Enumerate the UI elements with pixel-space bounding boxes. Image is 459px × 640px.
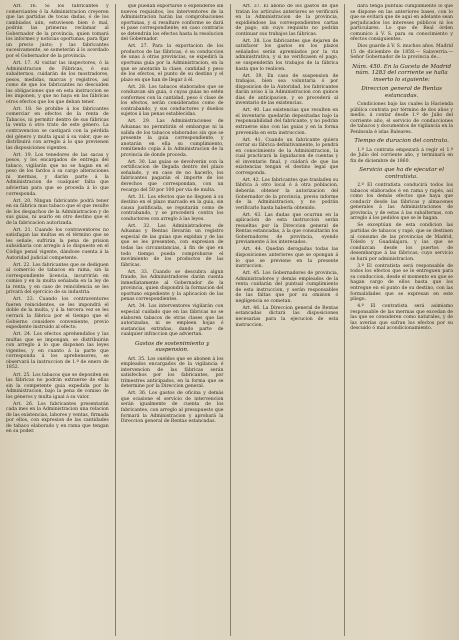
article-paragraph: Condiciones bajo las cuales la Hacienda pública contrata por término de dos años y medio, á contar desde 1.º de Julio del corriente año, el servicio de conducciones de tabacos y documentos de vigilancia en la Península é islas Baleares. — [350, 102, 453, 135]
article-paragraph: Art. 23. Cuando los contraventores fueren reincidentes, se les impondrá el doble de la multa, y á la tercera vez se les cerrará la fábrica por el tiempo que el Gobierno considere conveniente, previo expediente instruido al efecto. — [6, 297, 109, 331]
article-paragraph: Art. 31. Los efectos que no lleguen á su destino en el plazo marcado en la guia, sin causa justificada, se reputarán como de contrabando, y se procederá contra los conductores con arreglo á las leyes. — [120, 194, 224, 222]
article-paragraph: Art. 20. Ningun fabricante podrá tener en su fábrica mas tabaco que el que resulte de los despachos de la Administracion y de sus guias, ni usarlo en otro destino que el de la fabricacion autorizada. — [6, 198, 109, 226]
article-paragraph: que puedan exportarse ó expenderse sin nuevos requisitos, los interventores de la Administracion harán las comprobaciones oportunas, y si resultare conforme se dará el pase correspondiente; en caso contrario se detendrán los efectos hasta la resolucion del Gobernador. — [120, 4, 224, 43]
article-paragraph: Art. 30. Las guias se devolverán con la certificacion de llegada dentro del plazo señalado, y en caso de no hacerlo, los fabricantes pagarán el importe de los derechos que correspondan, con un recargo del 50 por 100 por via de multa. — [120, 159, 224, 193]
article-paragraph: Art. 16. Si los fabricantes y comerciantes ó la Administracion creyeren que las partidas de tocas dadas, ó de los cambiados aún, estuviesen bien ó mal, podrán las primeras reclamar al Gobernador de la provincia, quien tomará los informes y noticias oportunas, para fijar un precio justo; y las fabricantes sucesivamente, se someterán á lo acordado por el Gobernador de la provincia. — [6, 4, 109, 59]
section-heading: Servicio que ha de ejecutar el contratista. — [359, 167, 444, 180]
article-paragraph: Dios guarde á V. S. muchos años. Madrid 15 de diciembre de 1858.— Salaverría.— Señor Gobernador de la provincia de... — [350, 44, 453, 61]
article-paragraph: 2.º El contratista conducirá todos los tabacos elaborados é en rama y rapés, así como los demás efectos que haya que conducir desde las fábricas y almacenes generales á las Administraciones de provincia, y de estas á las subalternas, con arreglo á los pedidos que se le hagan. — [350, 183, 453, 222]
article-paragraph: Art. 38. Los fabricantes que dejaren de satisfacer los gastos en los plazos señalados serán apremiados por la via administrativa, y si no verificasen el pago, se suspenderán los trabajos de la fábrica hasta que lo realicen. — [235, 38, 339, 72]
article-paragraph: Art. 36. Los gastos de oficina y demás que ocasione el servicio de intervencion serán igualmente de cuenta de los fabricantes, con arreglo al presupuesto que formará la Administracion y aprobará la Direccion general de Rentas estancadas. — [120, 391, 224, 425]
article-paragraph: Art. 24. Los efectos aprehendidos y las multas que se impongan, se distribuirán con arreglo á lo que disponen las leyes vigentes, y en cuanto á la parte que corresponda á los aprehensores, se observará la instruccion de 1.º de enero de 1852. — [6, 332, 109, 371]
article-paragraph: 1.º La contrata empezará á regir el 1.º de Julio del corriente año, y terminará en fin de diciembre de 1860. — [350, 147, 453, 164]
section-heading: Núm. 450. En la Gaceta de Madrid núm. 1283 del corriente se halla inserto lo siguiente: — [352, 63, 452, 83]
article-paragraph: Art. 43. Las dudas que ocurran en la aplicacion de esta instruccion serán resueltas por la Direccion general de Rentas estancadas, á la que consultarán los Gobernadores de provincia, oyendo previamente á los interesados. — [235, 212, 339, 246]
column-4 — [344, 4, 453, 636]
article-paragraph: Art. 28. Los tabacos elaborados que se conduzcan sin guia, ó cuyas guias no estén conformes con la cantidad, peso ó clase de los efectos, serán considerados como de contrabando, y sus conductores y dueños sujetos á las penas establecidas. — [120, 84, 224, 118]
article-paragraph: Art. 18. Se prohibe á los fabricantes comerciar en efectos de la renta de Tabacos, ni permitir dentro de sus fábricas la venta ú otro trato de este género. La contravencion se castigará con la pérdida del género y multa igual á su valor, que se distribuirá con arreglo á lo que previenen las disposiciones vigentes. — [6, 106, 109, 151]
article-paragraph: Art. 34. Los interventores vigilarán con especial cuidado que en las fábricas no se elaboren tabacos de otras clases que las autorizadas, ni se empleen hojas ó sustancias extrañas, dando parte de cualquier infraccion que adviertan. — [120, 304, 224, 338]
article-paragraph: Art. 42. Los fabricantes que trasladen su fábrica á otro local ó á otra poblacion, deberán obtener la autorizacion del Gobernador de la provincia, previo informe de la Administracion, y no podrán verificarlo hasta haberla obtenido. — [235, 177, 339, 211]
article-paragraph: Art. 33. Cuando se descubra algun fraude, los Administradores darán cuenta inmediatamente al Gobernador de la provincia, quien dispondrá la formacion del oportuno expediente y la aplicacion de las penas correspondientes. — [120, 269, 224, 303]
article-paragraph: Art. 32. Los Administradores de Aduanas y Rentas llevarán un registro especial de las guias que expidan y de las que se les presenten, con expresion de todas las circunstancias, á fin de que en todo tiempo pueda comprobarse el movimiento de los productos de las fábricas. — [120, 223, 224, 268]
article-paragraph: Art. 29. Las Administraciones de Aduanas no permitirán el embarque ni la salida de los tabacos elaborados sin que se presente la guia correspondiente, y anotarán en ella su cumplimiento, remitiendo copia á la Administracion de la provincia de donde proceda. — [120, 119, 224, 158]
column-2 — [115, 4, 224, 636]
column-3 — [230, 4, 339, 636]
column-1 — [6, 4, 109, 636]
article-paragraph: dará tenga puntual cumplimiento lo que se dispone en las anteriores bases, con lo que se evitará que de aquí en adelante sean perjudicados los intereses públicos ni los particulares. Lo que de Real órden comunico á V. S. para su conocimiento y efectos consiguientes. — [350, 4, 453, 43]
article-paragraph: Art. 39. En caso de suspension de trabajos, bien sea voluntaria ó por disposicion de la Autoridad, los fabricantes darán aviso á la Administracion con quince dias de anticipacion, y se procederá al inventario de las existencias. — [235, 73, 339, 107]
article-paragraph: Art. 27. Para la exportacion de los productos de las fábricas, ó su conduccion de unas á otras provincias, se expedirá la oportuna guia por la Administracion, en la que se anotarán la clase, cantidad y peso de los efectos, el punto de su destino y el plazo en que han de llegar á él. — [120, 44, 224, 83]
article-paragraph: Art. 37. El abono de los gastos de que tratan los artículos anteriores se verificará en la Administracion de la provincia, expidiéndose las correspondientes cartas de pago, sin cuyo requisito no podrán continuar sus trabajos las fábricas. — [235, 4, 339, 37]
article-paragraph: Art. 35. Los sueldos que se abonen á los empleados encargados de la vigilancia é intervencion de las fábricas serán satisfechos por los fabricantes, por trimestres anticipados, en la forma que se determine por la Direccion general. — [120, 356, 224, 390]
text-columns — [6, 4, 453, 636]
article-paragraph: Art. 26. Los fabricantes presentarán cada mes en la Administracion una relacion de las existencias, labores y ventas, firmada por ellos, con expresion de las cantidades de tabaco elaborado y en rama que tengan en su poder. — [6, 401, 109, 435]
article-paragraph: Art. 45. Los Gobernadores de provincia, Administradores y demás empleados de la renta cuidarán del puntual cumplimiento de esta instruccion, y serán responsables de las faltas que por su omision ó negligencia se cometan. — [235, 271, 339, 304]
article-paragraph: Se exceptúan de esta condicion las partidas de tabacos y rapé, que se destinen al consumo de las provincias de Madrid, Toledo y Guadalajara, y las que se conduzcan desde los puertos de desembarque á las fábricas, cuyo servicio se hará por administracion. — [350, 223, 453, 262]
article-paragraph: 3.º El contratista será responsable de todos los efectos que se le entreguen para su conduccion, desde el momento en que se hagan cargo de ellos hasta que los entregue en el punto de su destino, con las formalidades que se expresan en este pliego. — [350, 263, 453, 303]
article-paragraph: Art. 22. Los fabricantes que se dediquen al comercio de tabacos en rama, sin la correspondiente licencia, incurrirán en comiso y en la multa señalada en la ley de la renta, y en caso de reincidencia se les privará del ejercicio de su industria. — [6, 262, 109, 296]
article-paragraph: 4.º El contratista será asimismo responsable de las mermas que excedan de las que se consideren como naturales, y de las averías que sufran los efectos por su descuido ó mal acondicionamiento. — [350, 304, 453, 332]
article-paragraph: Art. 17. Al visitar las inspectores, ó la Administracion de Fábricas, ó sus subalternos, cuidarán de los mostradores, pesos, medidas, marcas y registros, así como de que los fabricantes no descuiden las obligaciones que en esta instruccion se les imponen, y que no haya en las fábricas otros efectos que los que deban tener. — [6, 60, 109, 105]
article-paragraph: Art. 41. Cuando un fabricante quiera cerrar su fábrica definitivamente, lo pondrá en conocimiento de la Administracion, la cual practicará la liquidacion de cuentas y el inventario final, y cuidará de que las existencias tengan el destino legal que corresponda. — [235, 137, 339, 176]
article-paragraph: Art. 46. La Direccion general de Rentas estancadas dictará las disposiciones necesarias para la ejecucion de esta instruccion. — [235, 305, 339, 328]
section-heading: Direccion general de Rentas estancadas. — [361, 86, 442, 99]
article-paragraph: Art. 21. Cuando los contraventores no satisfagan las multas en el término que se les señale, sufrirán la pena de prision subsidiaria con arreglo á lo dispuesto en el Código penal vigente, dándose cuenta á la Autoridad judicial competente. — [6, 227, 109, 261]
article-paragraph: Art. 19. Los tenedores de las sacas y pesos, y los encargados de entrega del tabaco, vigilarán que no se hagan en el peso de los fardos á su cargo alteraciones ni mermas, y darán parte á la Administracion de cualquier falta que adviertan para que se proceda á lo que corresponda. — [6, 152, 109, 197]
section-heading: Tiempo de duracion del contrato. — [354, 138, 449, 145]
article-paragraph: Art. 44. Quedan derogadas todas las disposiciones anteriores que se opongan á lo que se previene en la presente instruccion. — [235, 247, 339, 270]
article-paragraph: Art. 40. Las existencias que resulten en el inventario quedarán depositadas bajo la responsabilidad del fabricante, y no podrán extraerse sino con las guias y en la forma prevenida en esta instruccion. — [235, 108, 339, 136]
section-heading: Gastos de sostenimiento y suspension. — [135, 340, 210, 354]
article-paragraph: Art. 25. Los tabacos que se depositen en las fábricas no podrán extraerse de ellas sin la competente guia expedida por la Administracion, bajo la pena de comiso de los géneros y multa igual á su valor. — [6, 372, 109, 400]
